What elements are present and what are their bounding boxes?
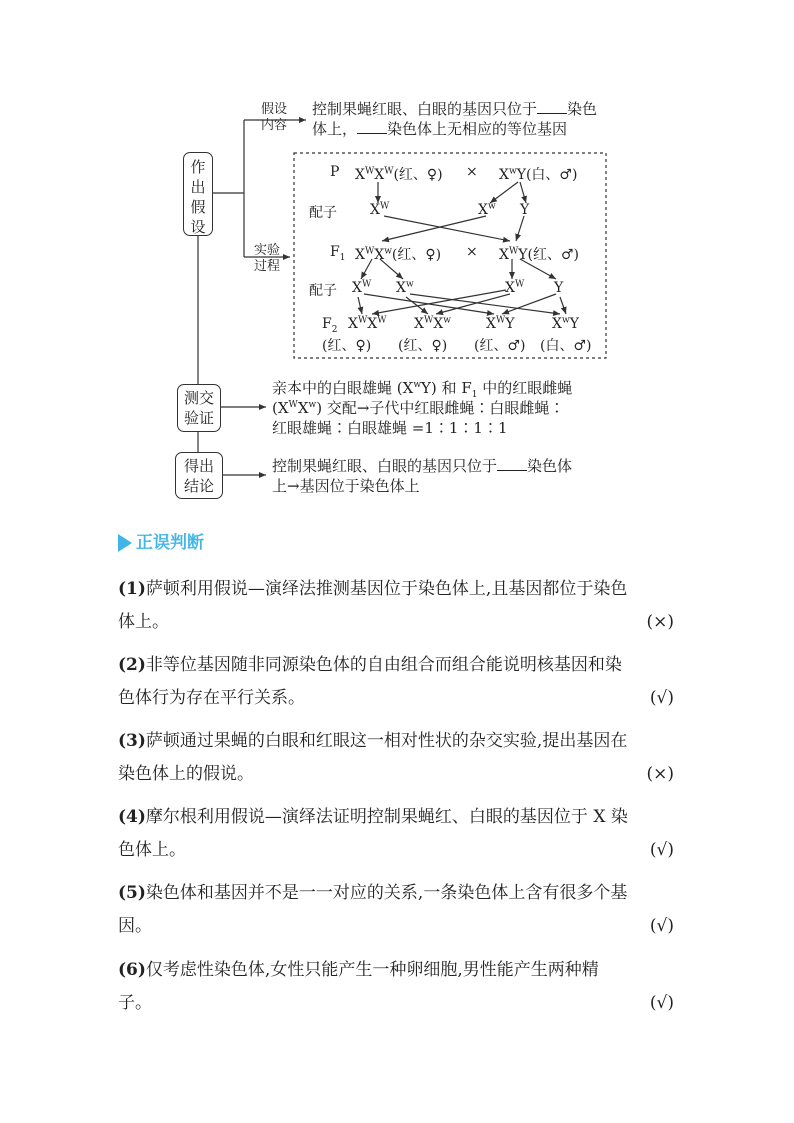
f2-phenotype: (白、♂) bbox=[540, 338, 592, 354]
item-text: 萨顿通过果蝇的白眼和红眼这一相对性状的杂交实验,提出基因在 bbox=[145, 731, 628, 751]
conclusion-segment: 上→基因位于染色体上 bbox=[272, 477, 420, 495]
section-title: 正误判断 bbox=[136, 533, 204, 553]
item-text: 色体行为存在平行关系。 bbox=[118, 688, 305, 708]
list-item bbox=[118, 725, 674, 791]
f1-letter: F bbox=[330, 244, 340, 260]
branch-label-line: 内容 bbox=[261, 118, 288, 133]
item-text: 非等位基因随非同源染色体的自由组合而组合能说明核基因和染 bbox=[145, 655, 622, 675]
item-number: (6) bbox=[118, 960, 146, 980]
arrow-icon bbox=[118, 534, 132, 552]
testcross-segment: 中的红眼雌蝇 bbox=[477, 379, 573, 397]
testcross-box bbox=[177, 384, 221, 432]
hypothesis-text: 体上， bbox=[312, 120, 358, 138]
testcross-segment: 亲本中的白眼雄蝇 (X bbox=[272, 379, 414, 397]
hypothesis-text: 染色体上无相应的等位基因 bbox=[387, 120, 568, 138]
gamete: Y bbox=[554, 280, 564, 296]
testcross-segment: 红眼雄蝇∶白眼雄蝇 =1∶1∶1∶1 bbox=[272, 419, 508, 437]
item-text: 仅考虑性染色体,女性只能产生一种卵细胞,男性能产生两种精 bbox=[145, 960, 599, 980]
gamete: Y bbox=[520, 202, 530, 218]
gamete: $X^w$ bbox=[478, 201, 496, 218]
branch-label-line: 假设 bbox=[261, 102, 288, 117]
f2-phenotype: (红、♀) bbox=[322, 338, 372, 354]
f1-label: $F_1$ bbox=[330, 244, 346, 263]
branch-label-hypothesis bbox=[261, 102, 287, 134]
list-item bbox=[118, 649, 674, 715]
gamete: $X^w$ bbox=[396, 279, 414, 296]
box-line: 结论 bbox=[183, 477, 214, 495]
judgement-mark: (×) bbox=[646, 764, 674, 784]
branch-label-line: 过程 bbox=[254, 259, 281, 274]
list-item bbox=[118, 877, 674, 943]
fill-blank bbox=[497, 456, 527, 471]
item-text: 体上。 bbox=[118, 612, 169, 632]
testcross-text: 亲本中的白眼雄蝇 $(X^wY)$ 和 $F_1$ 中的红眼雌蝇 $(X^WX^w)$ 交配→子代中红眼雌蝇∶白眼雌蝇∶ 红眼雄蝇∶白眼雄蝇 =1∶1∶1∶1 bbox=[272, 379, 573, 437]
item-text: 因。 bbox=[118, 916, 152, 936]
list-item bbox=[118, 954, 674, 1020]
conclusion-segment: 染色体 bbox=[527, 457, 573, 475]
f1-female-genotype: $X^WX^w$(红、♀) bbox=[355, 246, 442, 263]
conclusion-text bbox=[272, 456, 572, 496]
f2-genotype: $X^wY$ bbox=[552, 315, 579, 332]
phenotype-text: (红、♀) bbox=[393, 167, 443, 183]
hypothesis-char: 作 bbox=[190, 158, 206, 176]
branch-label-experiment bbox=[254, 243, 280, 275]
gamete: $X^W$ bbox=[352, 279, 372, 296]
hypothesis-text: 控制果蝇红眼、白眼的基因只位于 bbox=[312, 100, 538, 118]
f2-phenotype: (红、♀) bbox=[398, 338, 448, 354]
hypothesis-content bbox=[312, 99, 597, 139]
item-text: 染色体和基因并不是一一对应的关系,一条染色体上含有很多个基 bbox=[145, 883, 628, 903]
hypothesis-box bbox=[183, 152, 213, 236]
cross-sign: × bbox=[466, 164, 478, 180]
phenotype-text: (红、♂) bbox=[527, 247, 579, 263]
box-line: 验证 bbox=[183, 409, 214, 427]
judgement-mark: (√) bbox=[649, 840, 674, 860]
gamete: $X^W$ bbox=[370, 201, 390, 218]
item-text: 摩尔根利用假说—演绎法证明控制果蝇红、白眼的基因位于 X 染 bbox=[145, 807, 628, 827]
item-text: 色体上。 bbox=[118, 840, 186, 860]
box-line: 测交 bbox=[183, 389, 214, 407]
hypothesis-text: 染色 bbox=[567, 100, 598, 118]
p-label: P bbox=[330, 164, 340, 180]
item-text: 萨顿利用假说—演绎法推测基因位于染色体上,且基因都位于染色 bbox=[145, 579, 628, 599]
f2-letter: F bbox=[322, 316, 332, 332]
hypothesis-char: 设 bbox=[190, 218, 206, 236]
judgement-mark: (√) bbox=[649, 688, 674, 708]
cross-sign: × bbox=[466, 244, 478, 260]
item-number: (3) bbox=[118, 731, 146, 751]
branch-label-line: 实验 bbox=[254, 243, 281, 258]
item-number: (2) bbox=[118, 655, 146, 675]
f2-phenotype: (红、♂) bbox=[474, 338, 526, 354]
list-item bbox=[118, 801, 674, 867]
gametes-label: 配子 bbox=[309, 205, 337, 221]
conclusion-segment: 控制果蝇红眼、白眼的基因只位于 bbox=[272, 457, 498, 475]
phenotype-text: (白、♂) bbox=[525, 167, 578, 183]
item-number: (5) bbox=[118, 883, 146, 903]
conclusion-box bbox=[175, 452, 223, 499]
fill-blank bbox=[537, 99, 567, 114]
section-heading bbox=[118, 528, 204, 553]
list-item bbox=[118, 573, 674, 639]
judgement-mark: (√) bbox=[649, 916, 674, 936]
hypothesis-char: 出 bbox=[190, 178, 206, 196]
fill-blank bbox=[357, 119, 387, 134]
box-line: 得出 bbox=[183, 457, 214, 475]
item-number: (4) bbox=[118, 807, 146, 827]
f2-genotype: $X^WY$ bbox=[486, 315, 515, 332]
testcross-segment: X bbox=[277, 399, 289, 417]
hypothesis-char: 假 bbox=[190, 198, 206, 216]
judgement-mark: (×) bbox=[646, 612, 674, 632]
f2-label: $F_2$ bbox=[322, 316, 338, 335]
p-male-genotype: $X^wY$(白、♂) bbox=[499, 166, 578, 183]
p-female-genotype: $X^WX^W$(红、♀) bbox=[355, 166, 443, 183]
gamete: $X^W$ bbox=[505, 279, 525, 296]
item-number: (1) bbox=[118, 579, 146, 599]
f1-male-genotype: $X^WY$(红、♂) bbox=[499, 246, 579, 263]
testcross-segment: X bbox=[297, 399, 309, 417]
f2-genotype: $X^WX^W$ bbox=[348, 315, 387, 332]
phenotype-text: (红、♀) bbox=[391, 247, 442, 263]
gametes-label: 配子 bbox=[309, 283, 337, 299]
testcross-segment: ) 交配→子代中红眼雌蝇∶白眼雌蝇∶ bbox=[316, 399, 565, 417]
item-text: 染色体上的假说。 bbox=[118, 764, 254, 784]
judgement-mark: (√) bbox=[649, 993, 674, 1013]
testcross-segment: Y) 和 F bbox=[421, 379, 472, 397]
item-text: 子。 bbox=[118, 993, 152, 1013]
f2-genotype: $X^WX^w$ bbox=[414, 315, 451, 332]
